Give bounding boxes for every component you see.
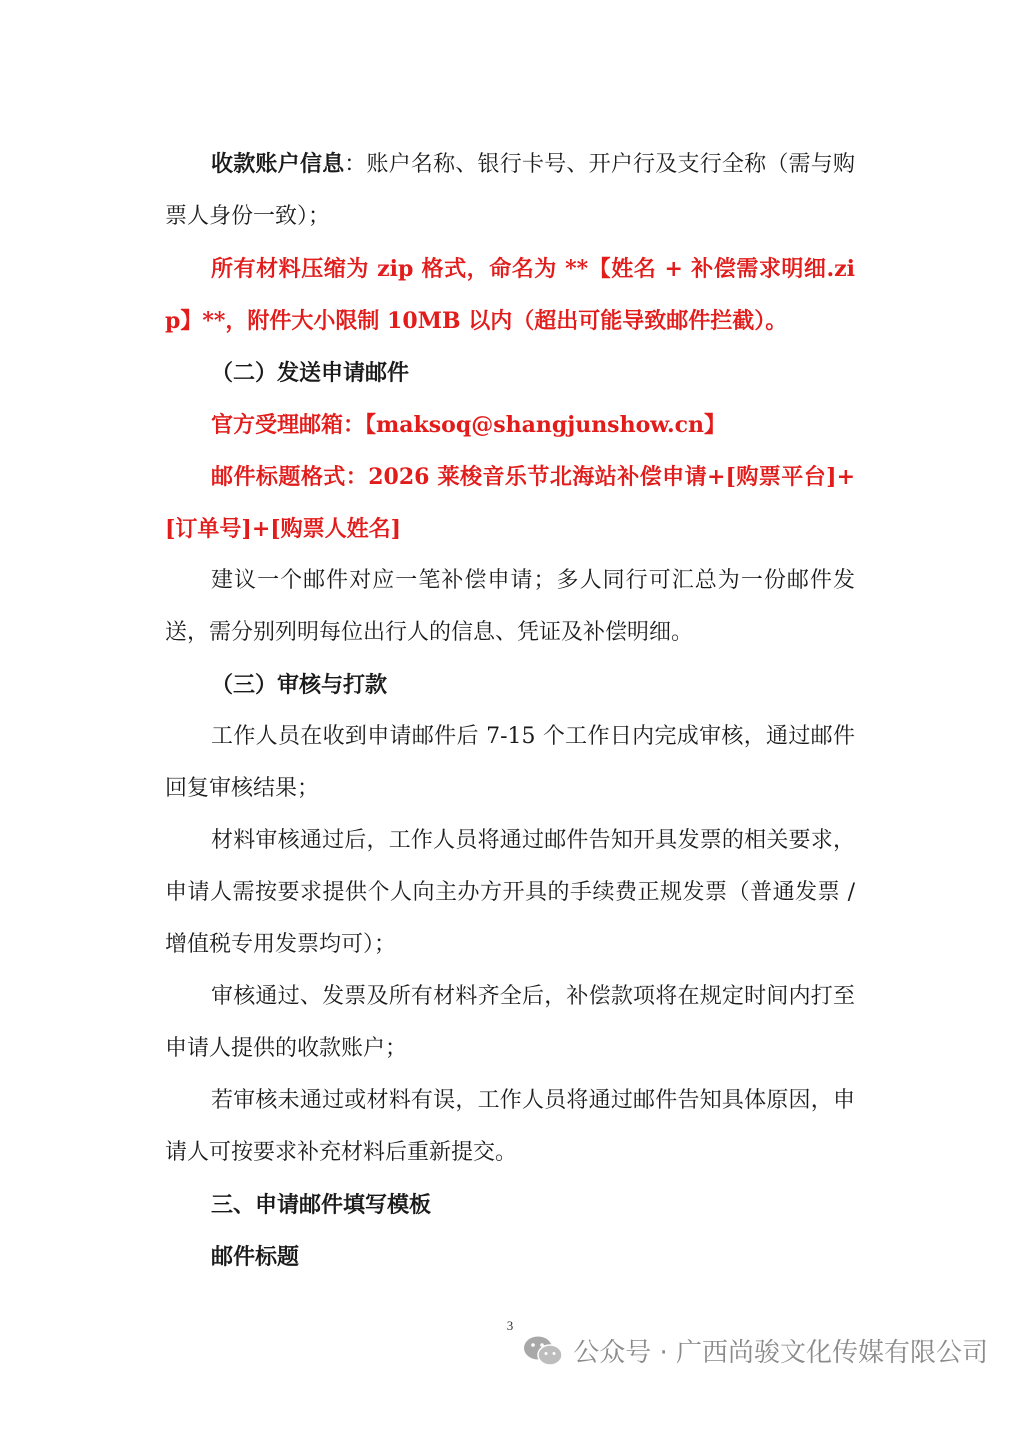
watermark — [523, 1332, 988, 1369]
paragraph-official-email: 官方受理邮箱：【maksoq@shangjunshow.cn】 — [211, 412, 727, 438]
subheading-email-title: 邮件标题 — [211, 1244, 300, 1270]
paragraph-zip-naming: 所有材料压缩为 zip 格式，命名为 **【姓名 + 补偿需求明细.zip】**，附件大小限制 10MB 以内（超出可能导致邮件拦截）。 — [165, 256, 855, 334]
paragraph-email-subject-format: 邮件标题格式：2026 莱梭音乐节北海站补偿申请+[购票平台]+[订单号]+[购票人姓名] — [165, 464, 855, 542]
paragraph-rejection: 若审核未通过或材料有误，工作人员将通过邮件告知具体原因，申请人可按要求补充材料后重新提交。 — [165, 1088, 855, 1165]
paragraph-one-email-per-claim: 建议一个邮件对应一笔补偿申请；多人同行可汇总为一份邮件发送，需分别列明每位出行人的信息、凭证及补偿明细。 — [165, 568, 855, 645]
account-info-label: 收款账户信息 — [211, 151, 345, 177]
account-info-text: ：账户名称、银行卡号、开户行及支行全称（需与购票人身份一致）； — [165, 152, 855, 229]
section-heading-template: 三、申请邮件填写模板 — [211, 1192, 432, 1218]
paragraph-review-time: 工作人员在收到申请邮件后 7-15 个工作日内完成审核，通过邮件回复审核结果； — [165, 724, 855, 801]
paragraph-account-info — [165, 138, 855, 243]
page-number: 3 — [506, 1318, 514, 1333]
section-heading-review-payment: （三）审核与打款 — [211, 672, 388, 698]
watermark-text: 公众号 · 广西尚骏文化传媒有限公司 — [573, 1338, 988, 1368]
section-heading-send-email: （二）发送申请邮件 — [211, 360, 410, 386]
wechat-icon — [523, 1334, 563, 1368]
document-body — [165, 138, 855, 1283]
paragraph-payment: 审核通过、发票及所有材料齐全后，补偿款项将在规定时间内打至申请人提供的收款账户； — [165, 984, 855, 1061]
paragraph-invoice-requirement: 材料审核通过后，工作人员将通过邮件告知开具发票的相关要求，申请人需按要求提供个人向主办方开具的手续费正规发票（普通发票 / 增值税专用发票均可）； — [165, 828, 855, 957]
